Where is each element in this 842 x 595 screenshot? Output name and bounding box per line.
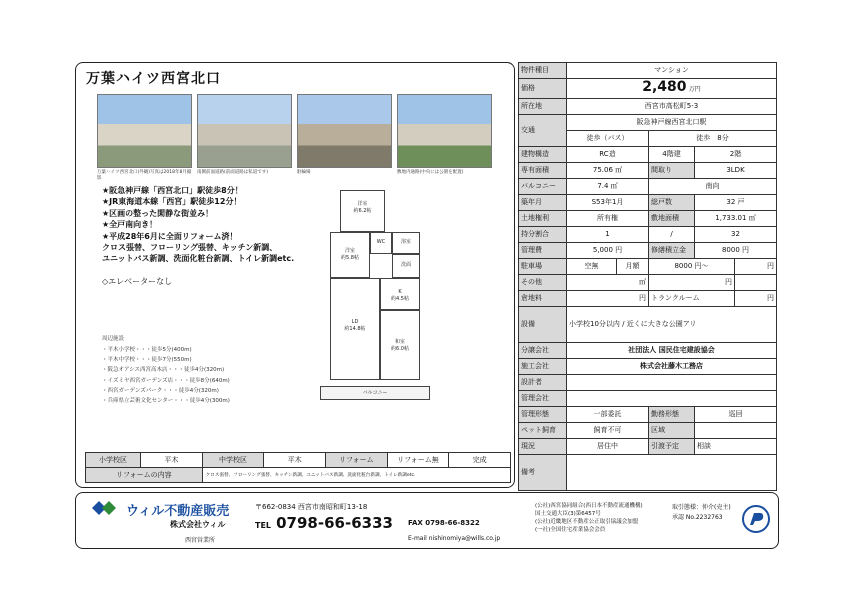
spec-label: 現況 [519, 439, 567, 455]
property-title: 万葉ハイツ西宮北口 [86, 71, 221, 87]
property-photo [297, 94, 392, 168]
parking-fee: 8000 円～ [649, 259, 735, 275]
photo-caption: 南側前面道路(前面道路は私道です) [197, 170, 269, 175]
nearby-item: ・平木小学校・・・徒歩5分(400m) [102, 347, 192, 353]
spec-label: 引渡予定 [649, 439, 695, 455]
walk-min: 徒歩 8分 [649, 131, 777, 147]
nearby-item: ・兵庫県立芸術文化センター・・・徒歩4分(300m) [102, 398, 230, 404]
phone-line [255, 513, 393, 532]
branch-name: 西宮営業所 [185, 537, 216, 544]
site: 1,733.01 ㎡ [695, 211, 777, 227]
parking-unit: 円 [735, 259, 777, 275]
floor: 2階 [695, 147, 777, 163]
spec-label: 間取り [649, 163, 695, 179]
floorplan-room: 洋室 約6.2帖 [340, 190, 385, 232]
spec-label: 倉地料 [519, 291, 567, 307]
balcony-area: 7.4 ㎡ [567, 179, 649, 195]
spec-label: 管理費 [519, 243, 567, 259]
walk: 徒歩（バス） [567, 131, 649, 147]
spec-label: 管理形態 [519, 407, 567, 423]
trunk-unit: 円 [735, 291, 777, 307]
pet: 飼育不可 [567, 423, 649, 439]
property-photo [197, 94, 292, 168]
parking-month: 月額 [617, 259, 649, 275]
share-sep: / [649, 227, 695, 243]
assoc-line: (公社)近畿地区不動産公正取引協議会加盟 [535, 519, 639, 525]
direction: 南向 [649, 179, 777, 195]
trunk-label: トランクルーム [649, 291, 735, 307]
spec-label: 管理会社 [519, 391, 567, 407]
company-sub: 株式会社ウィル [170, 520, 226, 529]
photo-caption: 万葉ハイツ西宮北口(外観)写真は2018年8月撮影 [97, 170, 192, 181]
seller: 社団法人 国民住宅建設協会 [567, 343, 777, 359]
spec-label: 土地権利 [519, 211, 567, 227]
logo-mark-icon [92, 501, 124, 515]
status: 居住中 [567, 439, 649, 455]
units: 32 戸 [695, 195, 777, 211]
nearby-item: ・阪急オアシス西宮高木店・・・徒歩4分(320m) [102, 367, 225, 374]
reform-detail: クロス張替、フローリング張替、キッチン新調、ユニットバス新調、洗面化粧台新調、トイレ新調etc. [202, 468, 510, 483]
spec-label: 専有面積 [519, 163, 567, 179]
photo-caption: 敷地内通路(中央には公園を配置) [397, 170, 464, 175]
line: 阪急神戸線西宮北口駅 [567, 115, 777, 131]
spec-label: ペット飼育 [519, 423, 567, 439]
middle-value: 平木 [264, 453, 326, 468]
floorplan-room: K 約4.5帖 [380, 278, 420, 310]
address: 西宮市高松町5-3 [567, 99, 777, 115]
deal-type: 取引態様：仲介(売主) [672, 504, 731, 511]
floorplan-room: LD 約14.8帖 [330, 278, 380, 380]
spec-label: バルコニー [519, 179, 567, 195]
email: E-mail nishinomiya@wills.co.jp [408, 535, 501, 542]
assoc-line: 国土交通大臣(3)第6457号 [535, 511, 601, 517]
reform-value: リフォーム無 [387, 453, 449, 468]
property-photo [397, 94, 492, 168]
floorplan-room: 浴室 [392, 232, 420, 254]
assoc-line: (公社)西宮協同組合(西日本不動産流通機構) [535, 503, 643, 509]
spec-label: その他 [519, 275, 567, 291]
manager [567, 391, 777, 407]
spec-label: 設計者 [519, 375, 567, 391]
reform-label: リフォーム [325, 453, 387, 468]
mgmt: 5,000 円 [567, 243, 649, 259]
designer [567, 375, 777, 391]
floorplan-room: 洋室 約5.8帖 [330, 232, 370, 278]
highlight-line: クロス張替、フローリング張替、キッチン新調、 [102, 243, 278, 252]
other-unit2: 円 [649, 275, 735, 291]
spec-label: 価格 [519, 79, 567, 99]
mgmt-form: 一部委託 [567, 407, 649, 423]
remarks [567, 455, 777, 491]
middle-label: 中学校区 [202, 453, 264, 468]
highlight-line: ユニットバス新調、洗面化粧台新調、トイレ新調etc. [102, 254, 295, 264]
layout: 3LDK [695, 163, 777, 179]
highlight-line: ★平成28年6月に全面リフォーム済！ [102, 231, 238, 241]
spec-label: 物件種目 [519, 63, 567, 79]
builder: 株式会社藤木工務店 [567, 359, 777, 375]
spec-label: 敷地面積 [649, 211, 695, 227]
company-name: ウィル不動産販売 [126, 504, 230, 519]
fax-number: FAX 0798-66-8322 [408, 519, 480, 527]
zoning [695, 423, 777, 439]
equipment: 小学校10分以内 / 近くに大きな公園アリ [567, 307, 777, 343]
floorplan-room: 洗面 [392, 254, 420, 278]
reform-detail-label: リフォームの内容 [86, 468, 203, 483]
elem-label: 小学校区 [86, 453, 141, 468]
spec-label: 設備 [519, 307, 567, 343]
share-a: 1 [567, 227, 649, 243]
highlight-line: ★全戸南向き！ [102, 220, 158, 230]
spec-label: 持分割合 [519, 227, 567, 243]
highlight-line: ◇エレベーターなし [102, 277, 173, 287]
spec-label: 区域 [649, 423, 695, 439]
price [567, 79, 777, 99]
spec-label: 備考 [519, 455, 567, 491]
spec-label: 所在地 [519, 99, 567, 115]
spec-label: 築年月 [519, 195, 567, 211]
price-value: 2,480 [642, 79, 687, 95]
share-b: 32 [695, 227, 777, 243]
association-list [535, 502, 643, 534]
elem-value: 平木 [141, 453, 203, 468]
spec-label: 分譲会社 [519, 343, 567, 359]
land: 所有権 [567, 211, 649, 227]
spec-table [518, 62, 777, 491]
spec-label: 勤務形態 [649, 407, 695, 423]
handover: 相談 [695, 439, 777, 455]
highlight-line: ★阪急神戸線「西宮北口」駅徒歩8分！ [102, 186, 243, 195]
highlight-line: ★JR東海道本線「西宮」駅徒歩12分！ [102, 197, 242, 207]
company-logo [92, 500, 124, 514]
company-address: 〒662-0834 西宮市南昭和町13-18 [255, 503, 368, 511]
repair: 8000 円 [695, 243, 777, 259]
assoc-line: (一社)全国住宅産業協会会員 [535, 527, 606, 533]
spec-label: 建物構造 [519, 147, 567, 163]
storage-unit: 円 [567, 291, 649, 307]
reform-done: 完成 [449, 453, 511, 468]
spec-label: 施工会社 [519, 359, 567, 375]
parking-status: 空無 [567, 259, 617, 275]
cert-number: 承認 No.2232763 [672, 514, 723, 521]
floorplan-balcony: バルコニー [320, 386, 430, 400]
nearby-item: ・平木中学校・・・徒歩7分(550m) [102, 357, 192, 364]
tel-number: 0798-66-6333 [276, 514, 393, 532]
floorplan [330, 190, 430, 400]
built: S53年1月 [567, 195, 649, 211]
spec-label: 総戸数 [649, 195, 695, 211]
spec-label: 修繕積立金 [649, 243, 695, 259]
highlight-line: ★区画の整った閑静な街並み！ [102, 208, 214, 218]
floors: 4階建 [649, 147, 695, 163]
tel-label: TEL [255, 521, 272, 530]
school-reform-table [85, 452, 511, 483]
property-photo [97, 94, 192, 168]
spec-label: 駐車場 [519, 259, 567, 275]
other-unit1: ㎡ [567, 275, 649, 291]
photo-caption: 駐輪場 [297, 170, 311, 175]
area: 75.06 ㎡ [567, 163, 649, 179]
certification-seal-icon [742, 505, 770, 533]
spec-label: 交通 [519, 115, 567, 147]
floorplan-room: 和室 約6.0帖 [380, 310, 420, 380]
nearby-heading: 周辺施設 [102, 336, 125, 342]
price-unit: 万円 [688, 86, 701, 93]
nearby-item: ・イズミヤ西宮ガーデンズ店・・・徒歩8分(640m) [102, 377, 230, 384]
floorplan-room: WC [370, 232, 392, 254]
work-form: 巡回 [695, 407, 777, 423]
nearby-item: ・西宮ガーデンズパーク・・・徒歩4分(320m) [102, 387, 219, 394]
property-type: マンション [567, 63, 777, 79]
structure: RC造 [567, 147, 649, 163]
